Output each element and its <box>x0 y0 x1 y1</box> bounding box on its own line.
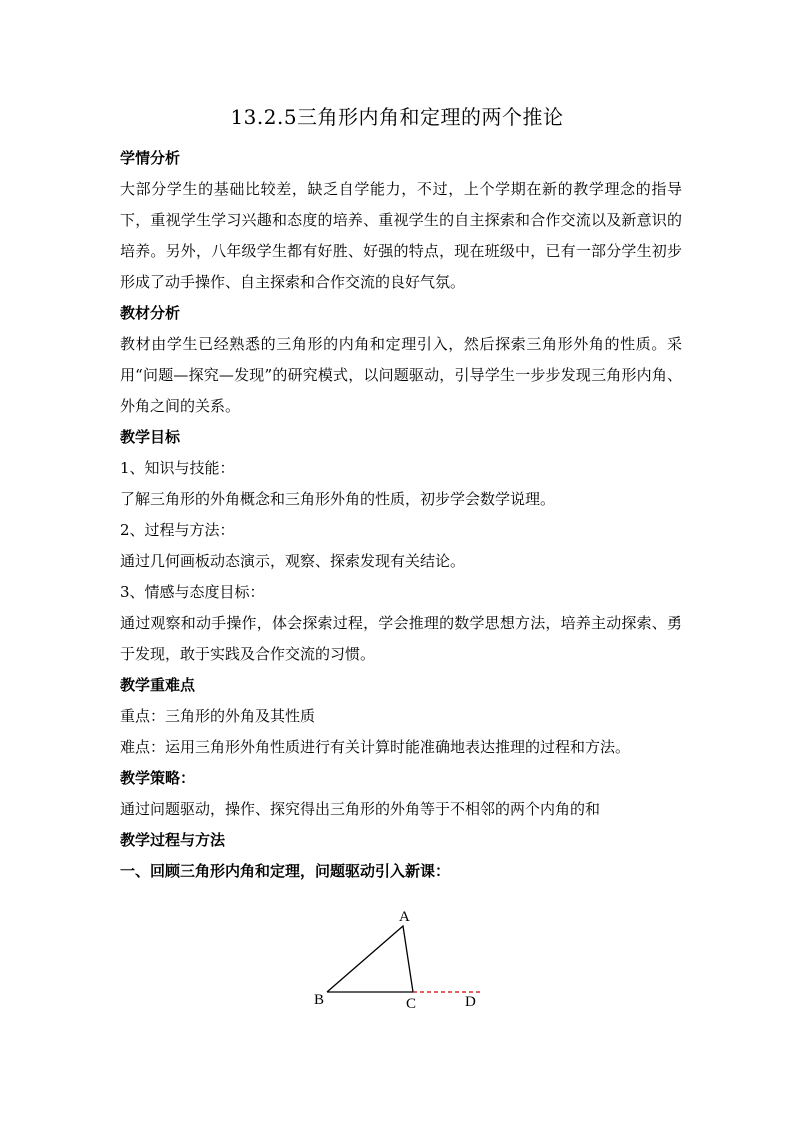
goal-2-label: 2、过程与方法： <box>120 521 235 539</box>
section-heading-strategy: 教学策略： <box>120 769 196 787</box>
goal-1-text: 了解三角形的外角概念和三角形外角的性质，初步学会数学说理。 <box>120 490 556 508</box>
goal-3-label: 3、情感与态度目标： <box>120 583 265 601</box>
difficulty-text: 难点：运用三角形外角性质进行有关计算时能准确地表达推理的过程和方法。 <box>120 738 631 756</box>
vertex-label-b: B <box>314 992 325 1008</box>
paragraph-analysis: 大部分学生的基础比较差，缺乏自学能力，不过，上个学期在新的教学理念的指导下，重视学生学习兴趣和态度的培养、重视学生的自主探索和合作交流以及新意识的培养。另外，八年级学生都有好胜、好强的特点，现在班级中，已有一部分学生初步形成了动手操作、自主探索和合作交流的良好气氛。 <box>120 180 682 291</box>
triangle-abc <box>327 926 413 992</box>
triangle-figure <box>300 900 500 1020</box>
section-heading-material: 教材分析 <box>120 304 181 322</box>
point-label-d: D <box>465 994 476 1010</box>
section-heading-analysis: 学情分析 <box>120 149 181 167</box>
goal-1-label: 1、知识与技能： <box>120 459 235 477</box>
key-point-text: 重点：三角形的外角及其性质 <box>120 707 316 725</box>
paragraph-material: 教材由学生已经熟悉的三角形的内角和定理引入，然后探索三角形外角的性质。采用“问题—探究—发现”的研究模式，以问题驱动，引导学生一步步发现三角形内角、外角之间的关系。 <box>120 335 682 415</box>
vertex-label-a: A <box>399 909 410 925</box>
section-heading-goals: 教学目标 <box>120 428 181 446</box>
vertex-label-c: C <box>406 996 417 1012</box>
goal-3-text: 通过观察和动手操作，体会探索过程，学会推理的数学思想方法，培养主动探索、勇于发现，敢于实践及合作交流的习惯。 <box>120 614 682 663</box>
goal-2-text: 通过几何画板动态演示，观察、探索发现有关结论。 <box>120 552 466 570</box>
section-heading-process: 教学过程与方法 <box>120 831 226 849</box>
triangle-diagram <box>300 900 500 1020</box>
document-title: 13.2.5三角形内角和定理的两个推论 <box>230 105 564 129</box>
strategy-text: 通过问题驱动，操作、探究得出三角形的外角等于不相邻的两个内角的和 <box>120 800 601 818</box>
section-heading-key-points: 教学重难点 <box>120 676 196 694</box>
step-1-heading: 一、回顾三角形内角和定理，问题驱动引入新课： <box>120 862 451 880</box>
document-body <box>120 143 682 887</box>
